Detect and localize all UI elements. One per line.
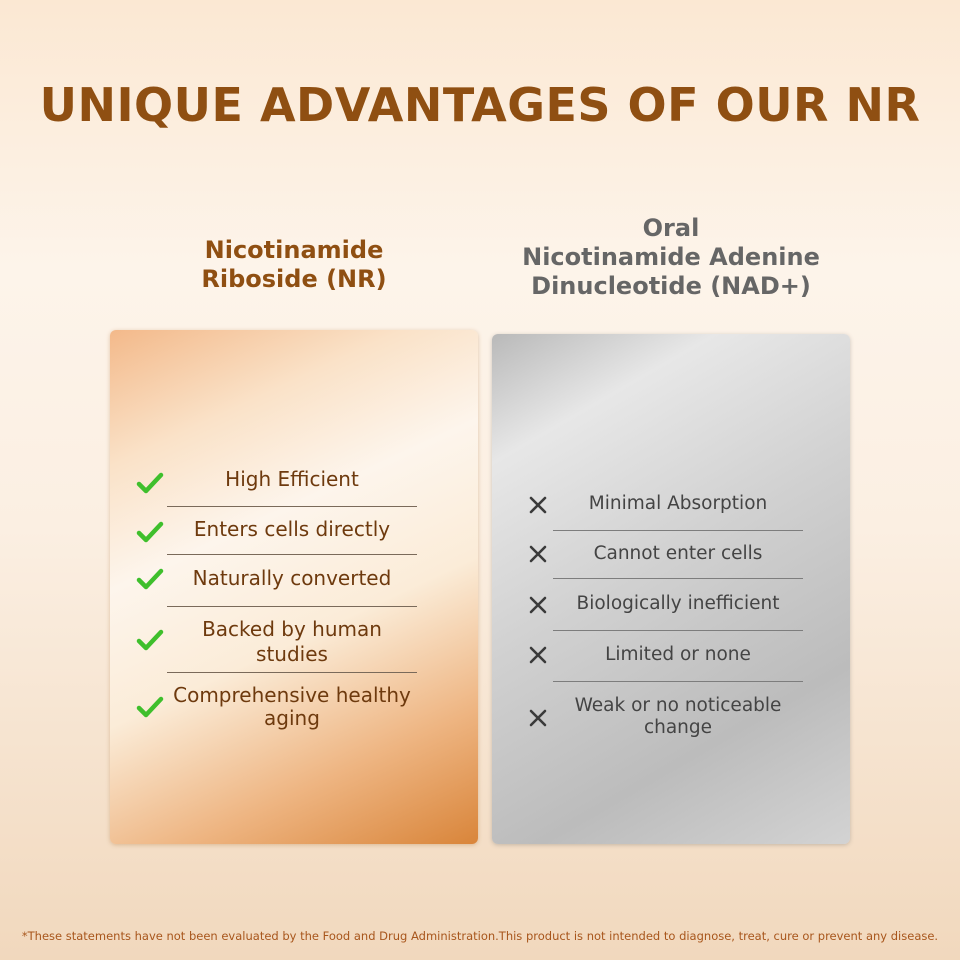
nr-item-text bbox=[167, 618, 417, 666]
nad-item-text: Limited or none bbox=[605, 644, 751, 665]
cross-icon bbox=[528, 544, 548, 564]
nr-item-text bbox=[157, 684, 427, 730]
check-icon bbox=[136, 628, 164, 652]
nad-item-text: Cannot enter cells bbox=[593, 543, 763, 564]
divider bbox=[553, 578, 803, 579]
nr-advantages-card bbox=[110, 330, 478, 844]
nad-item-text bbox=[553, 695, 803, 739]
divider bbox=[167, 606, 417, 607]
fda-disclaimer: *These statements have not been evaluated by the Food and Drug Administration.This product is not intended to diagnose, treat, cure or prevent any disease. bbox=[21, 929, 939, 943]
nad-item-text: Biologically inefficient bbox=[576, 593, 780, 614]
cross-icon bbox=[528, 495, 548, 515]
nad-heading-line-1: Oral bbox=[642, 214, 700, 242]
divider bbox=[553, 681, 803, 682]
check-icon bbox=[136, 520, 164, 544]
nr-heading-line-1: Nicotinamide bbox=[204, 236, 384, 264]
nr-item-text: Enters cells directly bbox=[193, 517, 391, 541]
divider bbox=[553, 630, 803, 631]
divider bbox=[553, 530, 803, 531]
nr-item-line: aging bbox=[264, 706, 320, 730]
cross-icon bbox=[528, 645, 548, 665]
nr-item-line: studies bbox=[256, 642, 328, 666]
nr-item-text: High Efficient bbox=[225, 467, 359, 491]
nad-heading-line-3: Dinucleotide (NAD+) bbox=[531, 272, 811, 300]
divider bbox=[167, 506, 417, 507]
nad-column-heading bbox=[492, 214, 850, 301]
page-title: UNIQUE ADVANTAGES OF OUR NR bbox=[39, 78, 921, 132]
nr-column-heading bbox=[110, 236, 478, 294]
nad-item-line: change bbox=[643, 717, 713, 738]
nad-item-line: Weak or no noticeable bbox=[574, 695, 782, 716]
nr-item-text: Naturally converted bbox=[192, 566, 392, 590]
cross-icon bbox=[528, 708, 548, 728]
divider bbox=[167, 672, 417, 673]
nr-item-line: Comprehensive healthy bbox=[173, 683, 411, 707]
nad-item-text: Minimal Absorption bbox=[588, 493, 768, 514]
divider bbox=[167, 554, 417, 555]
check-icon bbox=[136, 567, 164, 591]
check-icon bbox=[136, 471, 164, 495]
nad-comparison-card bbox=[492, 334, 850, 844]
nr-heading-line-2: Riboside (NR) bbox=[201, 265, 387, 293]
nad-heading-line-2: Nicotinamide Adenine bbox=[522, 243, 820, 271]
nr-item-line: Backed by human bbox=[202, 617, 382, 641]
cross-icon bbox=[528, 595, 548, 615]
